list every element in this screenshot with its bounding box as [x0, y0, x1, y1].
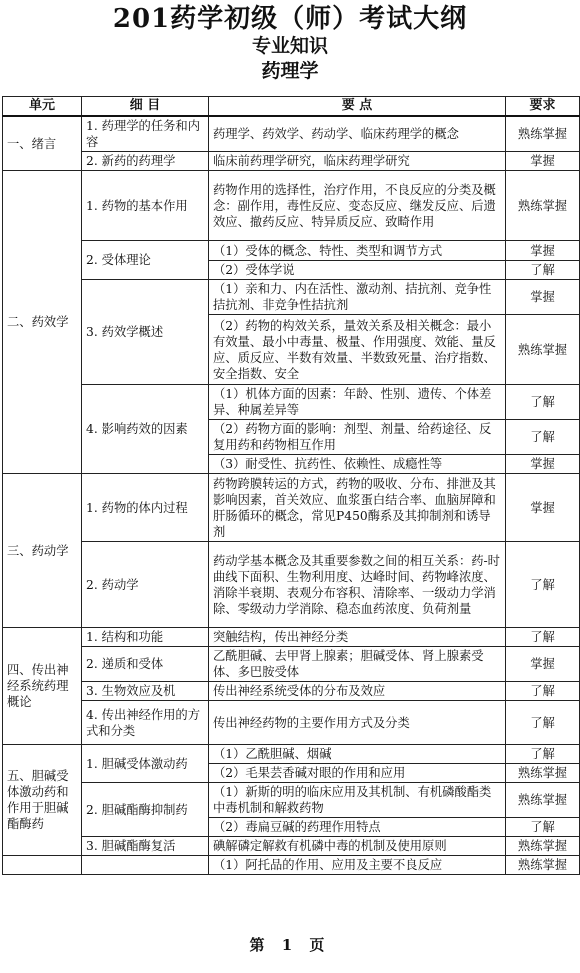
- point-cell: 乙酰胆碱、去甲肾上腺素；胆碱受体、肾上腺素受体、多巴胺受体: [209, 647, 506, 682]
- item-cell: 3. 胆碱酯酶复活: [82, 837, 209, 856]
- requirement-cell: 熟练掌握: [506, 783, 580, 818]
- requirement-cell: 掌握: [506, 455, 580, 474]
- table-row: [3, 837, 580, 856]
- table-row: [3, 542, 580, 628]
- item-cell: 3. 生物效应及机: [82, 682, 209, 701]
- page-title: 201药学初级（师）考试大纲: [112, 4, 468, 34]
- table-row: [3, 152, 580, 171]
- table-row: [3, 783, 580, 818]
- point-cell: （1）新斯的明的临床应用及其机制、有机磷酸酯类中毒机制和解救药物: [209, 783, 506, 818]
- item-cell: 2. 递质和受体: [82, 647, 209, 682]
- table-row: [3, 474, 580, 542]
- point-cell: 临床前药理学研究，临床药理学研究: [209, 152, 506, 171]
- requirement-cell: 掌握: [506, 647, 580, 682]
- point-cell: （1）阿托品的作用、应用及主要不良反应: [209, 856, 506, 875]
- header-item: 细 目: [82, 97, 209, 117]
- table-row: [3, 628, 580, 647]
- point-cell: （2）受体学说: [209, 261, 506, 280]
- requirement-cell: 熟练掌握: [506, 764, 580, 783]
- item-cell: 4. 传出神经作用的方式和分类: [82, 701, 209, 745]
- item-cell: 3. 药效学概述: [82, 280, 209, 385]
- point-cell: （2）药物方面的影响：剂型、剂量、给药途径、反复用药和药物相互作用: [209, 420, 506, 455]
- point-cell: 传出神经系统受体的分布及效应: [209, 682, 506, 701]
- item-cell: 1. 药物的基本作用: [82, 171, 209, 241]
- unit-cell: 二、药效学: [3, 171, 82, 474]
- header-req: 要求: [506, 97, 580, 117]
- table-row: [3, 647, 580, 682]
- table-row: [3, 171, 580, 241]
- table-row: [3, 280, 580, 315]
- item-cell: 2. 受体理论: [82, 241, 209, 280]
- requirement-cell: 了解: [506, 420, 580, 455]
- table-row: [3, 241, 580, 261]
- item-cell: 1. 结构和功能: [82, 628, 209, 647]
- requirement-cell: 了解: [506, 261, 580, 280]
- point-cell: 药物跨膜转运的方式，药物的吸收、分布、排泄及其影响因素，首关效应、血浆蛋白结合率、血脑屏障和肝肠循环的概念，常见P450酶系及其抑制剂和诱导剂: [209, 474, 506, 542]
- header-unit: 单元: [3, 97, 82, 117]
- unit-cell: 一、绪言: [3, 116, 82, 171]
- requirement-cell: 熟练掌握: [506, 116, 580, 152]
- item-cell: 2. 新药的药理学: [82, 152, 209, 171]
- point-cell: （3）耐受性、抗药性、依赖性、成瘾性等: [209, 455, 506, 474]
- section-title: 药理学: [261, 60, 319, 82]
- requirement-cell: 了解: [506, 628, 580, 647]
- requirement-cell: 熟练掌握: [506, 315, 580, 385]
- point-cell: （1）受体的概念、特性、类型和调节方式: [209, 241, 506, 261]
- requirement-cell: 掌握: [506, 280, 580, 315]
- item-cell: 2. 胆碱酯酶抑制药: [82, 783, 209, 837]
- header-point: 要 点: [209, 97, 506, 117]
- requirement-cell: 掌握: [506, 152, 580, 171]
- table-header-row: [3, 97, 580, 117]
- point-cell: （2）药物的构效关系，量效关系及相关概念：最小有效量、最小中毒量、极量、作用强度、效能、量反应、质反应、半数有效量、半数致死量、治疗指数、安全指数、安全: [209, 315, 506, 385]
- item-cell: [82, 856, 209, 875]
- unit-cell: 五、胆碱受体激动药和作用于胆碱酯酶药: [3, 745, 82, 856]
- table-row: [3, 701, 580, 745]
- requirement-cell: 了解: [506, 682, 580, 701]
- table-row: [3, 856, 580, 875]
- unit-cell: 三、药动学: [3, 474, 82, 628]
- point-cell: （1）乙酰胆碱、烟碱: [209, 745, 506, 764]
- unit-cell: 四、传出神经系统药理概论: [3, 628, 82, 745]
- point-cell: （1）机体方面的因素：年龄、性别、遗传、个体差异、种属差异等: [209, 385, 506, 420]
- point-cell: （1）亲和力、内在活性、激动剂、拮抗剂、竞争性拮抗剂、非竞争性拮抗剂: [209, 280, 506, 315]
- point-cell: 传出神经药物的主要作用方式及分类: [209, 701, 506, 745]
- point-cell: （2）毒扁豆碱的药理作用特点: [209, 818, 506, 837]
- point-cell: 药动学基本概念及其重要参数之间的相互关系：药-时曲线下面积、生物利用度、达峰时间、药物峰浓度、消除半衰期、表观分布容积、清除率、一级动力学消除、零级动力学消除、稳态血药浓度、负荷剂量: [209, 542, 506, 628]
- requirement-cell: 掌握: [506, 474, 580, 542]
- item-cell: 4. 影响药效的因素: [82, 385, 209, 474]
- table-row: [3, 116, 580, 152]
- item-cell: 1. 胆碱受体激动药: [82, 745, 209, 783]
- point-cell: （2）毛果芸香碱对眼的作用和应用: [209, 764, 506, 783]
- table-row: [3, 745, 580, 764]
- point-cell: 药理学、药效学、药动学、临床药理学的概念: [209, 116, 506, 152]
- point-cell: 药物作用的选择性，治疗作用，不良反应的分类及概念：副作用，毒性反应、变态反应、继发反应、后遗效应、撤药反应、特异质反应、致畸作用: [209, 171, 506, 241]
- item-cell: 1. 药物的体内过程: [82, 474, 209, 542]
- requirement-cell: 掌握: [506, 241, 580, 261]
- point-cell: 碘解磷定解救有机磷中毒的机制及使用原则: [209, 837, 506, 856]
- requirement-cell: 了解: [506, 542, 580, 628]
- point-cell: 突触结构，传出神经分类: [209, 628, 506, 647]
- item-cell: 2. 药动学: [82, 542, 209, 628]
- table-row: [3, 385, 580, 420]
- requirement-cell: 了解: [506, 745, 580, 764]
- item-cell: 1. 药理学的任务和内容: [82, 116, 209, 152]
- unit-cell: [3, 856, 82, 875]
- requirement-cell: 熟练掌握: [506, 171, 580, 241]
- requirement-cell: 了解: [506, 818, 580, 837]
- table-row: [3, 682, 580, 701]
- page-subtitle: 专业知识: [251, 35, 328, 57]
- requirement-cell: 熟练掌握: [506, 856, 580, 875]
- requirement-cell: 了解: [506, 701, 580, 745]
- syllabus-table: [2, 96, 580, 875]
- requirement-cell: 熟练掌握: [506, 837, 580, 856]
- page-number: 第 1 页: [249, 936, 331, 954]
- requirement-cell: 了解: [506, 385, 580, 420]
